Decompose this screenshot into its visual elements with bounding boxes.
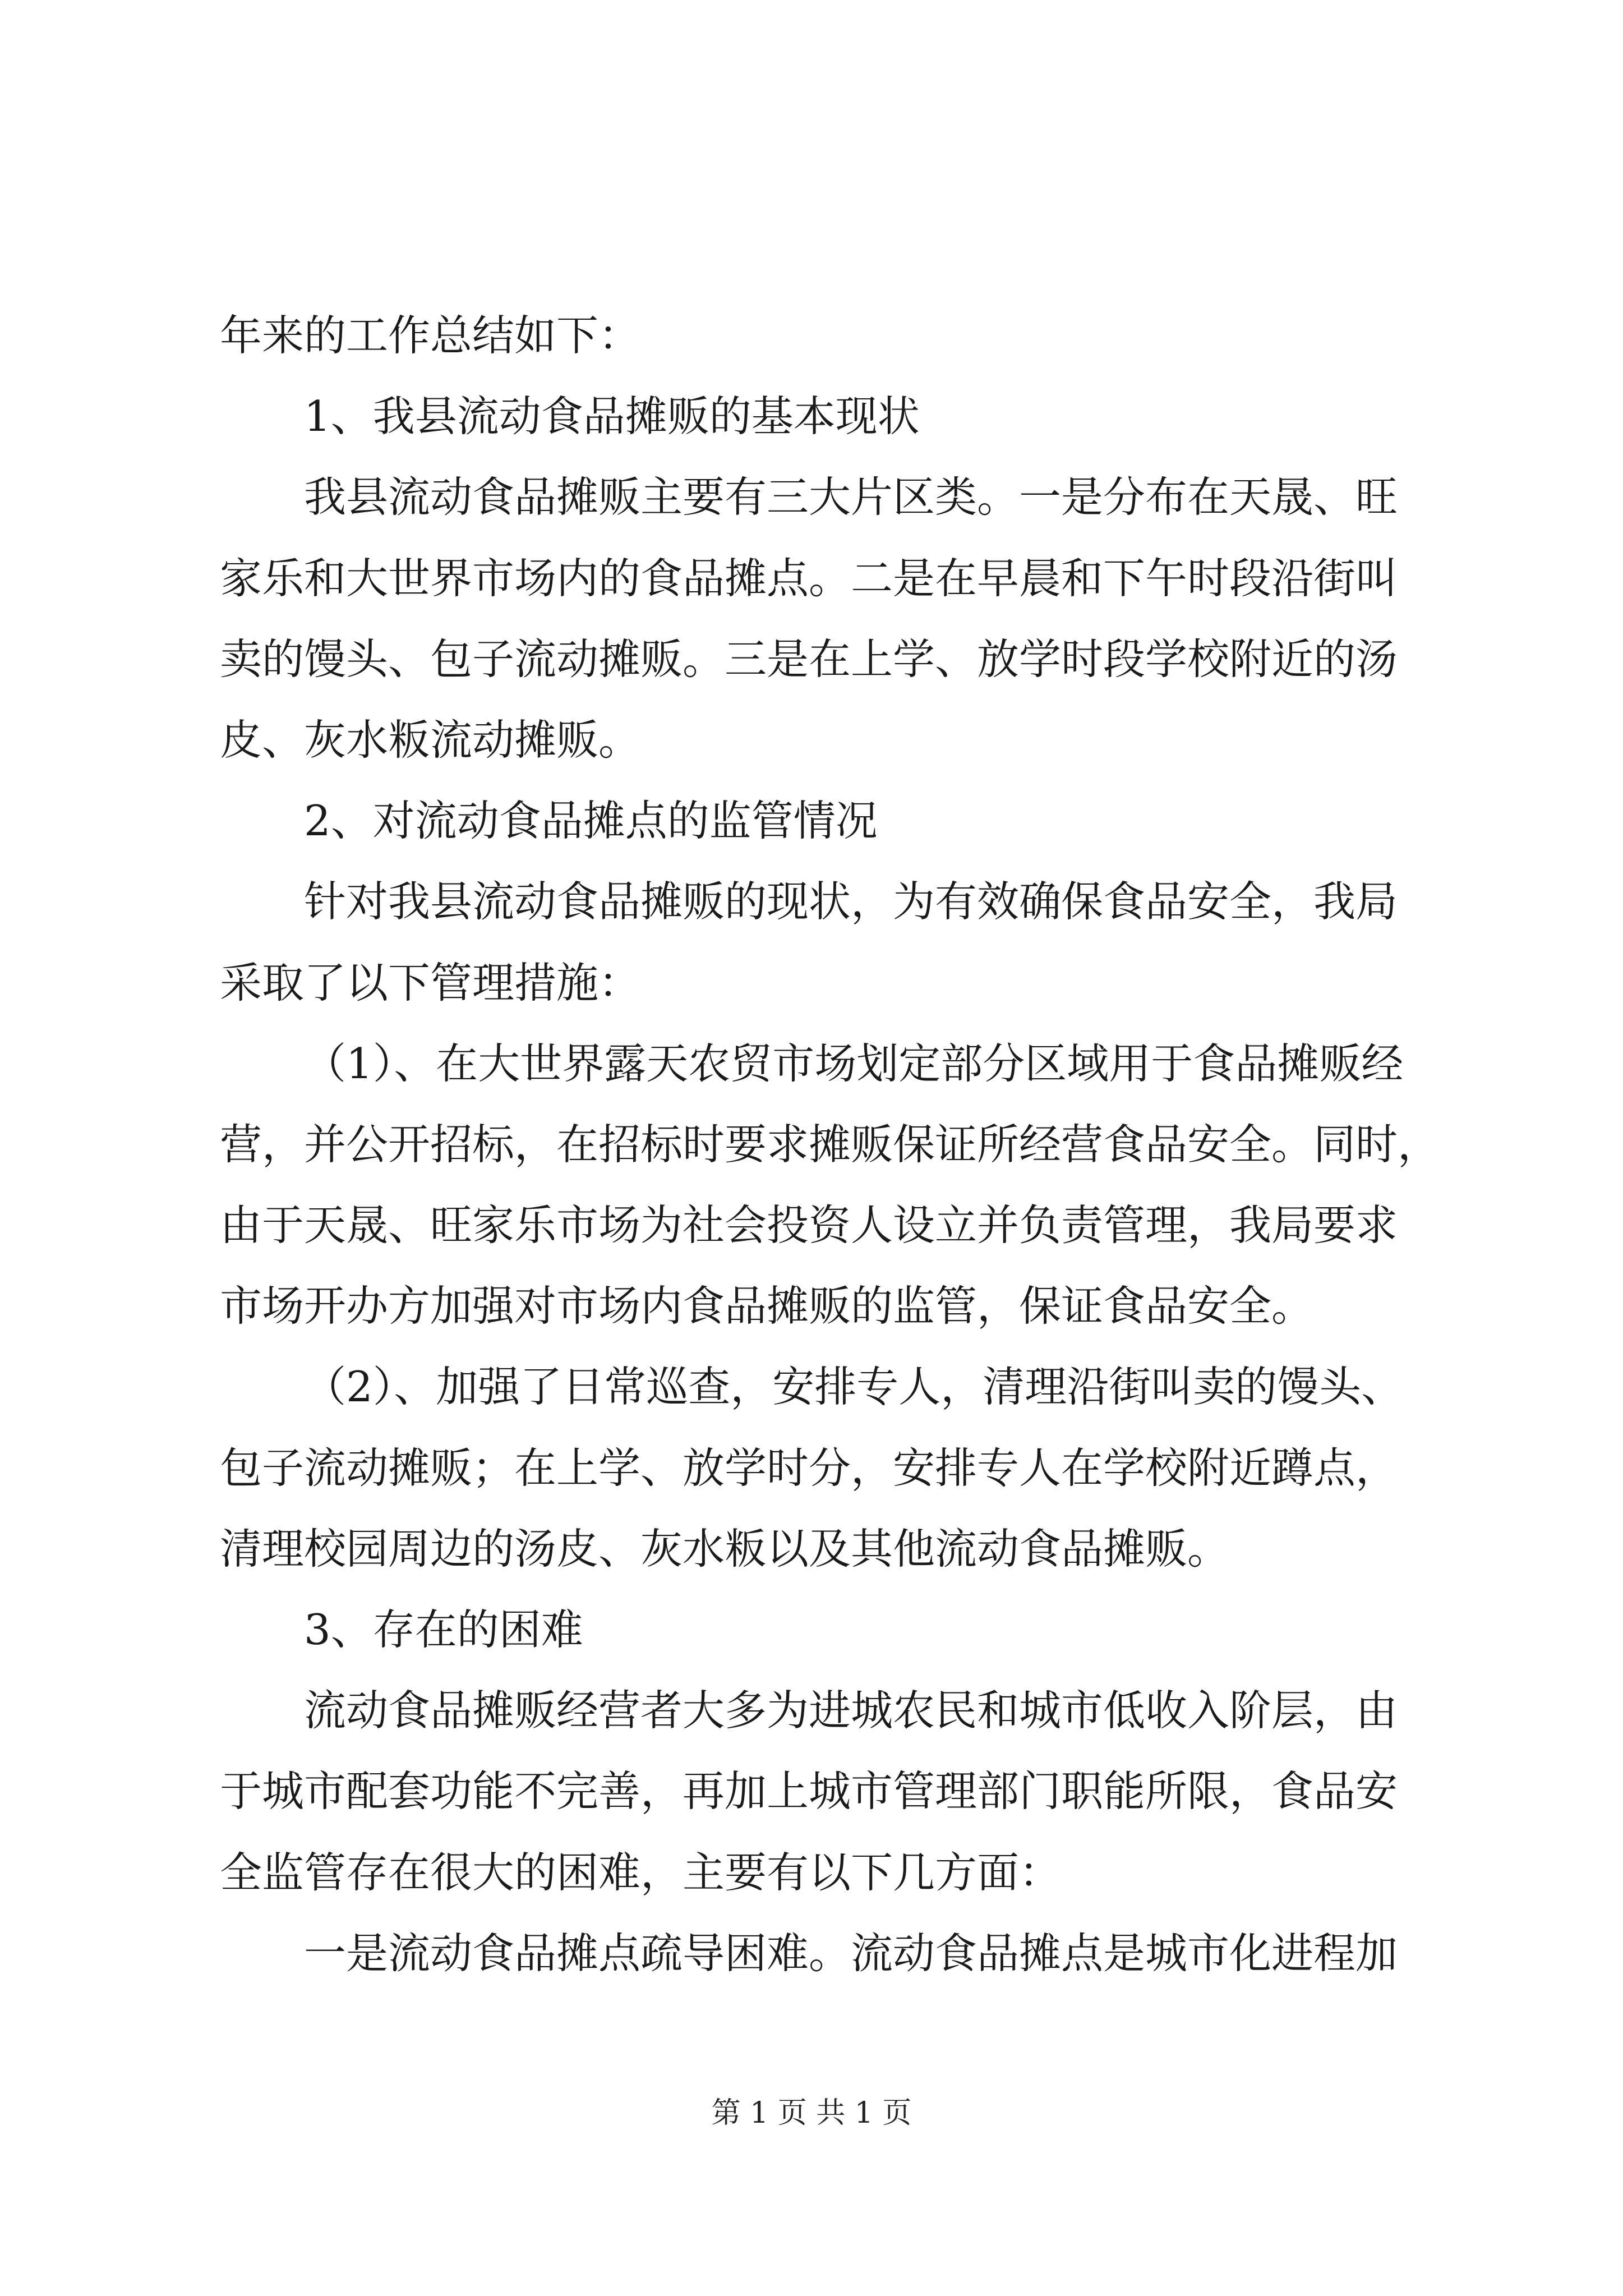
text-line: 市场开办方加强对市场内食品摊贩的监管，保证食品安全。 [220,1281,1314,1331]
text-line: 全监管存在很大的困难，主要有以下几方面： [220,1847,1062,1897]
list-item-1 [220,1023,1454,1347]
page-footer-indicator: 第 1 页 共 1 页 [711,2096,912,2130]
section-heading: 2、对流动食品摊点的监管情况 [304,796,878,846]
paragraph [220,457,1454,780]
section-heading-3 [220,1589,1454,1670]
text-line: 针对我县流动食品摊贩的现状，为有效确保食品安全，我局 [304,877,1398,927]
text-line: 于城市配套功能不完善，再加上城市管理部门职能所限，食品安 [220,1766,1398,1816]
paragraph [220,295,1454,376]
list-item-2 [220,1346,1454,1589]
section-heading-1 [220,376,1454,457]
paragraph [220,1670,1454,1913]
paragraph [220,861,1454,1023]
text-line: 营，并公开招标，在招标时要求摊贩保证所经营食品安全。同时， [220,1119,1440,1169]
text-line: 卖的馒头、包子流动摊贩。三是在上学、放学时段学校附近的汤 [220,634,1398,684]
section-heading: 1、我县流动食品摊贩的基本现状 [304,392,920,441]
section-heading-2 [220,780,1454,861]
text-line: 我县流动食品摊贩主要有三大片区类。一是分布在天晟、旺 [304,472,1398,522]
text-line: 家乐和大世界市场内的食品摊点。二是在早晨和下午时段沿街叫 [220,553,1398,603]
text-line: 皮、灰水粄流动摊贩。 [220,715,641,765]
text-line: 年来的工作总结如下： [220,311,641,360]
text-line: 采取了以下管理措施： [220,958,641,1007]
paragraph [220,1913,1454,1994]
text-line: 包子流动摊贩；在上学、放学时分，安排专人在学校附近蹲点， [220,1443,1398,1493]
text-line: 一是流动食品摊点疏导困难。流动食品摊点是城市化进程加 [304,1928,1398,1978]
text-line: 清理校园周边的汤皮、灰水粄以及其他流动食品摊贩。 [220,1524,1230,1573]
document-body [220,295,1454,1994]
section-heading: 3、存在的困难 [304,1605,583,1654]
text-line: 流动食品摊贩经营者大多为进城农民和城市低收入阶层，由 [304,1686,1398,1736]
text-line: 由于天晟、旺家乐市场为社会投资人设立并负责管理，我局要求 [220,1200,1398,1250]
text-line: （1）、在大世界露天农贸市场划定部分区域用于食品摊贩经 [304,1038,1404,1088]
text-line: （2）、加强了日常巡查，安排专人，清理沿街叫卖的馒头、 [304,1362,1404,1412]
